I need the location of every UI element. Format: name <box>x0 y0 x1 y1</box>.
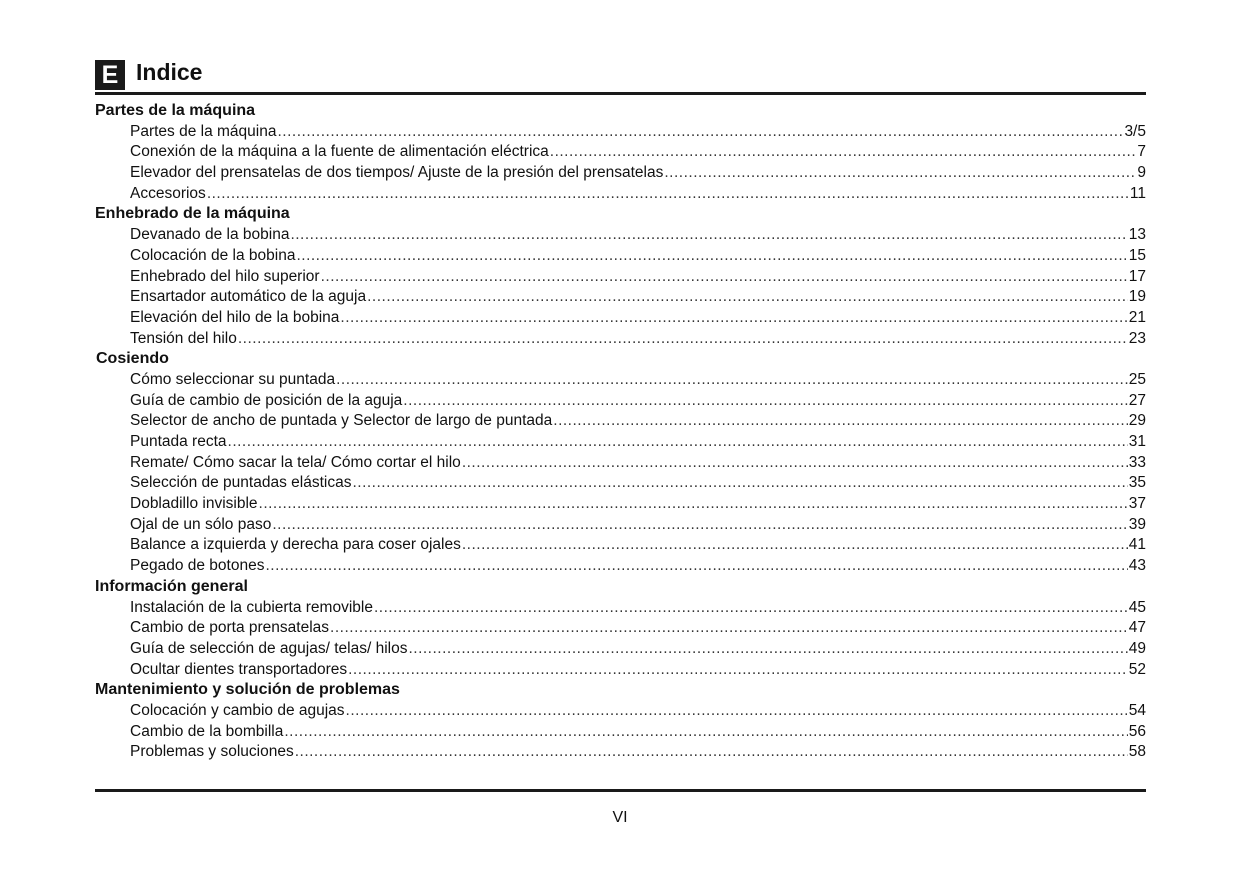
dot-leader <box>553 411 1127 432</box>
toc-entry[interactable] <box>95 142 1146 163</box>
page-number: VI <box>612 809 628 826</box>
toc-entry-page: 54 <box>1128 701 1146 719</box>
footer-divider <box>95 789 1146 792</box>
toc-entry[interactable] <box>95 535 1146 556</box>
toc-entry[interactable] <box>95 287 1146 308</box>
dot-leader <box>330 618 1128 639</box>
toc-entry-title: Selector de ancho de puntada y Selector de largo de puntada <box>130 412 553 430</box>
toc-entry-page: 37 <box>1128 495 1146 513</box>
language-badge: E <box>95 60 125 90</box>
toc-entry-title: Conexión de la máquina a la fuente de alimentación eléctrica <box>130 143 549 161</box>
toc-entry-page: 39 <box>1128 515 1146 533</box>
toc-entry[interactable] <box>95 701 1146 722</box>
toc-entry[interactable] <box>95 473 1146 494</box>
toc-entry-title: Pegado de botones <box>130 557 265 575</box>
toc-entry-page: 45 <box>1128 598 1146 616</box>
toc-entry-title: Tensión del hilo <box>130 329 237 347</box>
toc-entry-page: 43 <box>1128 557 1146 575</box>
toc-entry[interactable] <box>95 515 1146 536</box>
toc-entry[interactable] <box>95 453 1146 474</box>
dot-leader <box>290 225 1127 246</box>
toc-entry-page: 29 <box>1128 412 1146 430</box>
section-title: Mantenimiento y solución de problemas <box>95 681 400 699</box>
toc-entry[interactable] <box>95 246 1146 267</box>
toc-entry-title: Ensartador automático de la aguja <box>130 288 367 306</box>
toc-entry-page: 41 <box>1128 536 1146 554</box>
toc-entry[interactable] <box>95 618 1146 639</box>
dot-leader <box>664 163 1136 184</box>
toc-entry[interactable] <box>95 742 1146 763</box>
section-title: Cosiendo <box>96 350 169 368</box>
toc-entry-page: 7 <box>1137 143 1146 161</box>
toc-entry-title: Puntada recta <box>130 433 227 450</box>
section-title: Partes de la máquina <box>95 102 256 119</box>
toc-entry[interactable] <box>95 308 1146 329</box>
toc-entry-title: Cambio de la bombilla <box>130 722 284 740</box>
dot-leader <box>277 122 1123 143</box>
toc-entry-page: 11 <box>1129 184 1146 202</box>
toc-entry-page: 15 <box>1128 246 1146 264</box>
dot-leader <box>340 308 1127 329</box>
toc-entry[interactable] <box>95 660 1146 681</box>
dot-leader <box>295 742 1128 763</box>
toc-entry-title: Ocultar dientes transportadores <box>130 660 348 678</box>
toc-entry-page: 9 <box>1137 164 1146 182</box>
toc-entry-page: 3/5 <box>1124 122 1146 140</box>
toc-entry-title: Accesorios <box>130 184 206 202</box>
toc-entry-title: Colocación y cambio de agujas <box>130 701 345 719</box>
toc-entry-title: Dobladillo invisible <box>130 495 258 513</box>
toc-entry-title: Partes de la máquina <box>130 122 277 140</box>
toc-entry-page: 47 <box>1128 619 1146 637</box>
toc-entry-title: Ojal de un sólo paso <box>130 515 272 533</box>
toc-entry[interactable] <box>95 722 1146 743</box>
toc-entry-page: 25 <box>1128 370 1146 388</box>
toc-entry-title: Guía de cambio de posición de la aguja <box>130 391 403 409</box>
toc-entry-page: 13 <box>1128 226 1146 244</box>
toc-entry-page: 56 <box>1128 722 1146 740</box>
toc-entry-title: Elevación del hilo de la bobina <box>130 308 340 326</box>
toc-entry-page: 19 <box>1128 288 1146 306</box>
toc-entry[interactable] <box>95 370 1146 391</box>
dot-leader <box>321 267 1128 288</box>
toc-entry-page: 58 <box>1128 743 1146 761</box>
dot-leader <box>272 515 1127 536</box>
dot-leader <box>352 473 1127 494</box>
dot-leader <box>348 660 1128 681</box>
dot-leader <box>408 639 1127 660</box>
toc-entry[interactable] <box>95 494 1146 515</box>
toc-entry-title: Instalación de la cubierta removible <box>130 598 373 616</box>
toc-entry-page: 21 <box>1128 308 1146 326</box>
dot-leader <box>207 184 1129 205</box>
toc-entry[interactable] <box>95 432 1146 453</box>
dot-leader <box>550 142 1137 163</box>
dot-leader <box>367 287 1128 308</box>
section-title: Información general <box>95 577 248 595</box>
page-header <box>95 58 1146 95</box>
toc-entry-title: Cómo seleccionar su puntada <box>130 370 336 388</box>
toc-entry[interactable] <box>95 267 1146 288</box>
dot-leader <box>259 494 1128 515</box>
toc-entry[interactable] <box>95 329 1146 350</box>
toc-entry[interactable] <box>95 163 1146 184</box>
toc-entry-title: Selección de puntadas elásticas <box>130 474 352 492</box>
dot-leader <box>403 391 1127 412</box>
toc-entry[interactable] <box>95 598 1146 619</box>
dot-leader <box>374 598 1128 619</box>
toc-entry-page: 35 <box>1128 474 1146 492</box>
toc-entry[interactable] <box>95 122 1146 143</box>
dot-leader <box>346 701 1128 722</box>
dot-leader <box>462 453 1128 474</box>
toc-entry-title: Remate/ Cómo sacar la tela/ Cómo cortar el hilo <box>130 453 461 471</box>
page-title: Indice <box>136 59 203 85</box>
toc-entry[interactable] <box>95 556 1146 577</box>
dot-leader <box>265 556 1127 577</box>
toc-entry-page: 27 <box>1128 391 1146 409</box>
dot-leader <box>228 432 1128 453</box>
toc-entry[interactable] <box>95 391 1146 412</box>
toc-entry-title: Colocación de la bobina <box>130 246 296 264</box>
toc-entry-page: 23 <box>1128 329 1146 347</box>
toc-entry[interactable] <box>95 411 1146 432</box>
section-title: Enhebrado de la máquina <box>95 205 290 223</box>
toc-entry[interactable] <box>95 184 1146 205</box>
dot-leader <box>462 535 1128 556</box>
dot-leader <box>336 370 1128 391</box>
toc-entry-title: Elevador del prensatelas de dos tiempos/ Ajuste de la presión del prensatelas <box>130 164 664 182</box>
dot-leader <box>296 246 1127 267</box>
table-of-contents <box>95 101 1146 763</box>
toc-entry[interactable] <box>95 639 1146 660</box>
toc-entry-title: Enhebrado del hilo superior <box>130 267 320 285</box>
toc-entry-page: 17 <box>1128 267 1146 285</box>
toc-entry-page: 31 <box>1128 433 1146 450</box>
toc-entry-title: Devanado de la bobina <box>130 226 290 244</box>
toc-entry-title: Cambio de porta prensatelas <box>130 619 330 637</box>
toc-entry-page: 33 <box>1128 453 1146 471</box>
toc-entry[interactable] <box>95 225 1146 246</box>
toc-entry-title: Problemas y soluciones <box>130 743 294 761</box>
dot-leader <box>284 722 1127 743</box>
dot-leader <box>238 329 1128 350</box>
toc-entry-page: 52 <box>1128 660 1146 678</box>
toc-entry-title: Balance a izquierda y derecha para coser ojales <box>130 536 461 554</box>
toc-entry-page: 49 <box>1128 639 1146 657</box>
toc-entry-title: Guía de selección de agujas/ telas/ hilos <box>130 639 408 657</box>
